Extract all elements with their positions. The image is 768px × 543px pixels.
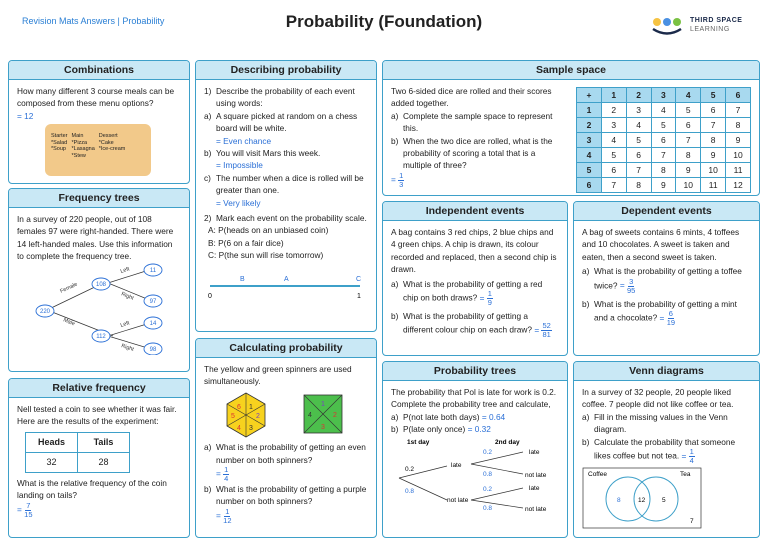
table-header-tails: Tails [78, 432, 130, 452]
tree-prob: 0.8 [483, 504, 493, 512]
tree-day1: 1st day [407, 438, 430, 446]
spinner-number: 3 [249, 424, 253, 432]
combinations-answer: = 12 [17, 110, 34, 121]
venn-intro: In a survey of 32 people, 20 people liked coffee. 7 people did not like coffee or tea. [582, 387, 734, 410]
venn-both: 12 [638, 497, 646, 505]
table-cell: 3 [626, 103, 651, 118]
table-cell: 9 [701, 148, 726, 163]
answer-equals: = [681, 450, 687, 461]
tree-outcome-late: late [451, 461, 462, 469]
table-row [577, 148, 751, 163]
spinner-number: 6 [237, 403, 241, 411]
table-cell: 7 [701, 118, 726, 133]
answer-numerator: 3 [629, 276, 634, 286]
tree-root: 220 [39, 308, 51, 315]
table-row-header: 1 [577, 103, 602, 118]
spinner-number: 5 [231, 412, 235, 420]
relative-frequency-title: Relative frequency [9, 379, 189, 398]
combinations-panel [8, 60, 190, 184]
answer-denominator: 4 [224, 474, 229, 484]
sample-space-a: Complete the sample space to represent this. [403, 110, 553, 134]
tree-fl: 11 [149, 267, 157, 274]
table-cell: 6 [676, 118, 701, 133]
answer-numerator: 1 [487, 289, 492, 299]
probability-scale [204, 268, 368, 304]
venn-diagrams-panel [573, 361, 760, 538]
frequency-tree-diagram [17, 263, 181, 355]
table-row [577, 103, 751, 118]
table-cell: 5 [651, 118, 676, 133]
spinner-number: 2 [333, 411, 337, 419]
table-cell: 8 [676, 148, 701, 163]
answer-equals: = [619, 280, 625, 291]
table-row-header: 2 [577, 118, 602, 133]
tree-right-label: Right [120, 290, 135, 302]
describing-q2: Mark each event on the probability scale. [216, 213, 367, 224]
menu-scroll [45, 124, 151, 176]
dependent-a: What is the probability of getting a toffee twice? [594, 266, 742, 291]
menu-main-heading: Main [71, 133, 84, 140]
relative-frequency-panel [8, 378, 190, 538]
table-cell: 10 [701, 163, 726, 178]
table-cell: 6 [601, 163, 626, 178]
tree-fr: 97 [149, 298, 157, 305]
tree-outcome-late: late [529, 484, 540, 492]
spinner-number: 4 [308, 411, 312, 419]
answer-equals: = [659, 312, 665, 323]
yellow-spinner [227, 393, 265, 437]
table-row [577, 133, 751, 148]
dependent-title: Dependent events [574, 202, 759, 221]
table-column-header: 4 [676, 88, 701, 103]
tree-day2: 2nd day [495, 438, 520, 446]
part-label: b) [204, 484, 212, 495]
spinner-number: 1 [321, 400, 325, 408]
part-label: b) [582, 298, 590, 309]
frequency-trees-question: In a survey of 220 people, out of 108 females 97 were right-handed. There were 14 left-handed males. Use this information to complete the frequency tree. [17, 214, 174, 262]
describing-c: The number when a dice is rolled will be greater than one. [216, 172, 364, 196]
answer-equals: = [479, 292, 485, 303]
table-cell: 8 [626, 178, 651, 193]
frequency-trees-panel [8, 188, 190, 372]
independent-intro: A bag contains 3 red chips, 2 blue chips and 4 green chips. A chip is drawn, its colour recorded and replaced, then a second chip is drawn. [391, 227, 557, 275]
table-row-header: 6 [577, 178, 602, 193]
scale-mark-b: B [240, 275, 245, 283]
menu-item: *Ice-cream [98, 146, 126, 153]
probability-tree-diagram [391, 436, 561, 512]
spinners [204, 388, 368, 438]
scale-one: 1 [357, 292, 361, 300]
table-cell: 4 [626, 118, 651, 133]
calculating-intro: The yellow and green spinners are used simultaneously. [204, 364, 352, 387]
menu-dessert-heading: Dessert [98, 133, 118, 140]
probability-trees-a: P(not late both days) [403, 411, 480, 422]
part-label: b) [391, 424, 399, 435]
table-cell: 11 [726, 163, 751, 178]
describing-a: A square picked at random on a chess board will be white. [216, 110, 358, 134]
tree-right-label: Right [120, 342, 135, 353]
describing-c-answer: = Very likely [216, 197, 261, 208]
answer-denominator: 3 [399, 179, 404, 189]
tree-ml: 14 [149, 320, 157, 327]
venn-title: Venn diagrams [574, 362, 759, 381]
logo-icon [650, 14, 684, 36]
answer-denominator: 4 [689, 456, 694, 466]
table-cell: 9 [651, 178, 676, 193]
dependent-a-answer [619, 276, 636, 295]
table-cell: 6 [651, 133, 676, 148]
logo-line1: THIRD SPACE [690, 17, 743, 24]
table-cell: 9 [726, 133, 751, 148]
describing-b-answer: = Impossible [216, 160, 263, 171]
table-cell: 7 [601, 178, 626, 193]
menu-item: *Stew [71, 152, 86, 159]
answer-denominator: 15 [24, 509, 33, 519]
tree-outcome-late: late [529, 448, 540, 456]
sample-space-panel [382, 60, 760, 196]
scale-zero: 0 [208, 292, 212, 300]
spinner-number: 1 [249, 403, 253, 411]
tree-male: 112 [96, 333, 106, 340]
independent-b: What is the probability of getting a different colour chip on each draw? [403, 311, 532, 336]
table-cell: 5 [676, 103, 701, 118]
tree-outcome-not-late: not late [447, 496, 469, 504]
menu-item: *Soup [51, 146, 66, 153]
tree-female: 108 [95, 281, 107, 288]
venn-only-tea: 5 [662, 497, 666, 505]
table-cell: 8 [701, 133, 726, 148]
answer-equals: = [534, 325, 540, 336]
table-cell: 3 [601, 118, 626, 133]
answer-denominator: 95 [627, 285, 636, 295]
table-cell: 7 [651, 148, 676, 163]
describing-title: Describing probability [196, 61, 376, 80]
independent-events-panel [382, 201, 568, 356]
part-label: a) [391, 278, 399, 289]
calculating-b-answer [204, 508, 368, 525]
probability-trees-b: P(late only once) [403, 424, 466, 435]
part-label: b) [391, 135, 399, 146]
independent-a: What is the probability of getting a red chip on both draws? [403, 278, 543, 303]
table-cell-tails: 28 [78, 452, 130, 472]
answer-denominator: 81 [542, 330, 551, 340]
tree-female-label: Female [59, 281, 79, 295]
spinner-number: 2 [256, 412, 260, 420]
answer-denominator: 12 [223, 515, 232, 525]
answer-numerator: 6 [668, 309, 673, 319]
table-cell: 11 [701, 178, 726, 193]
venn-b-answer [681, 447, 695, 466]
table-row [577, 118, 751, 133]
answer-numerator: 1 [225, 506, 230, 516]
part-label: a) [391, 411, 399, 422]
dependent-intro: A bag of sweets contains 6 mints, 4 toffees and 10 chocolates. A sweet is taken and eaten, then a second sweet is taken. [582, 227, 740, 262]
tree-outcome-not-late: not late [525, 505, 547, 512]
answer-equals: = [391, 174, 396, 185]
part-label: c) [204, 172, 211, 183]
table-cell: 9 [676, 163, 701, 178]
spinner-number: 3 [321, 423, 325, 431]
spinner-number: 4 [237, 424, 241, 432]
probability-trees-intro: The probability that Pol is late for work is 0.2. Complete the probability tree and calculate, [391, 387, 557, 410]
table-cell-heads: 32 [26, 452, 78, 472]
header-subtitle: Revision Mats Answers | Probability [22, 16, 165, 26]
part-label: a) [582, 266, 590, 277]
relative-frequency-answer [17, 502, 181, 519]
table-column-header: 2 [626, 88, 651, 103]
table-cell: 7 [626, 163, 651, 178]
event-c: C: P(the sun will rise tomorrow) [208, 250, 324, 261]
menu-item: *Lasagna [71, 146, 95, 153]
table-cell: 8 [726, 118, 751, 133]
scale-mark-c: C [356, 275, 362, 283]
tree-left-label: Left [119, 319, 131, 329]
sample-space-intro: Two 6-sided dice are rolled and their scores added together. [391, 86, 552, 109]
relative-frequency-intro: Nell tested a coin to see whether it was fair. Here are the results of the experiment: [17, 404, 177, 427]
table-column-header: 1 [601, 88, 626, 103]
menu-item: *Pizza [71, 139, 88, 146]
answer-equals: = [216, 510, 221, 521]
brand-logo[interactable] [650, 14, 742, 36]
scale-mark-a: A [284, 275, 289, 283]
table-row-header: 5 [577, 163, 602, 178]
answer-numerator: 7 [26, 500, 31, 510]
table-cell: 12 [726, 178, 751, 193]
tree-left-label: Left [119, 265, 131, 275]
probability-trees-b-answer: = 0.32 [467, 424, 491, 435]
page-title: Probability (Foundation) [285, 12, 483, 31]
part-label: a) [391, 110, 399, 121]
answer-denominator: 9 [487, 298, 492, 308]
venn-b: Calculate the probability that someone likes coffee but not tea. [594, 436, 736, 461]
sample-space-title: Sample space [383, 61, 759, 80]
question-number: 1) [204, 86, 212, 96]
table-cell: 4 [651, 103, 676, 118]
sample-space-answer [391, 172, 558, 189]
answer-numerator: 52 [542, 321, 551, 331]
tree-male-label: Male [62, 316, 76, 327]
answer-equals: = [17, 504, 22, 515]
table-cell: 5 [601, 148, 626, 163]
calculating-b: What is the probability of getting a purple number on both spinners? [216, 484, 367, 507]
menu-starter-heading: Starter [51, 133, 68, 140]
table-column-header: 5 [701, 88, 726, 103]
sample-space-table [576, 87, 751, 193]
sample-space-b: When the two dice are rolled, what is the probability of scoring a total that is a multiple of three? [403, 135, 553, 171]
frequency-trees-title: Frequency trees [9, 189, 189, 208]
table-cell: 8 [651, 163, 676, 178]
table-row [577, 163, 751, 178]
question-number: 2) [204, 213, 212, 224]
venn-diagram [582, 467, 702, 529]
table-row [577, 178, 751, 193]
results-table [25, 432, 130, 473]
tree-prob: 0.8 [405, 487, 415, 495]
venn-coffee-label: Coffee [588, 471, 608, 479]
probability-trees-title: Probability trees [383, 362, 567, 381]
table-cell: 7 [676, 133, 701, 148]
part-label: a) [204, 110, 212, 121]
independent-title: Independent events [383, 202, 567, 221]
answer-numerator: 1 [689, 447, 694, 457]
part-label: b) [582, 436, 590, 447]
describing-b: You will visit Mars this week. [216, 148, 321, 159]
calculating-a-answer [204, 466, 368, 483]
calculating-title: Calculating probability [196, 339, 376, 358]
table-cell: 7 [726, 103, 751, 118]
answer-numerator: 1 [224, 465, 229, 475]
describing-q1: Describe the probability of each event using words: [216, 86, 355, 109]
venn-a: Fill in the missing values in the Venn diagram. [594, 411, 728, 435]
calculating-a: What is the probability of getting an even number on both spinners? [216, 442, 366, 465]
table-corner: + [577, 88, 602, 103]
probability-trees-panel [382, 361, 568, 538]
independent-a-answer [479, 289, 493, 308]
event-b: B: P(6 on a fair dice) [208, 237, 284, 248]
part-label: b) [391, 311, 399, 322]
tree-outcome-not-late: not late [525, 471, 547, 479]
part-label: b) [204, 148, 212, 159]
tree-prob: 0.8 [483, 470, 493, 478]
answer-numerator: 1 [399, 170, 404, 180]
part-label: a) [204, 442, 212, 453]
tree-mr: 98 [149, 346, 157, 353]
table-cell: 4 [601, 133, 626, 148]
calculating-probability-panel [195, 338, 377, 538]
tree-prob: 0.2 [405, 465, 415, 473]
table-cell: 2 [601, 103, 626, 118]
table-cell: 5 [626, 133, 651, 148]
table-header-heads: Heads [26, 432, 78, 452]
describing-probability-panel [195, 60, 377, 332]
probability-trees-a-answer: = 0.64 [481, 411, 506, 422]
event-a: A: P(heads on an unbiased coin) [208, 225, 329, 236]
logo-line2: LEARNING [690, 26, 730, 33]
dependent-b-answer [659, 309, 676, 328]
dependent-events-panel [573, 201, 760, 356]
independent-b-answer [534, 321, 552, 340]
part-label: a) [582, 411, 590, 422]
table-row-header: 3 [577, 133, 602, 148]
dependent-b: What is the probability of getting a mint and a chocolate? [594, 298, 737, 323]
green-spinner [304, 395, 342, 433]
relative-frequency-question: What is the relative frequency of the coin landing on tails? [17, 477, 167, 501]
table-cell: 6 [701, 103, 726, 118]
tree-prob: 0.2 [483, 448, 493, 456]
table-column-header: 3 [651, 88, 676, 103]
combinations-title: Combinations [9, 61, 189, 80]
combinations-question: How many different 3 course meals can be composed from these menu options? [17, 86, 175, 109]
table-column-header: 6 [726, 88, 751, 103]
table-cell: 6 [626, 148, 651, 163]
table-cell: 10 [676, 178, 701, 193]
venn-outside: 7 [690, 518, 694, 526]
answer-equals: = [216, 468, 221, 479]
menu-item: *Salad [51, 139, 68, 146]
answer-denominator: 19 [666, 318, 676, 328]
venn-tea-label: Tea [680, 471, 691, 479]
menu-item: *Cake [98, 139, 114, 146]
describing-a-answer: = Even chance [216, 135, 272, 146]
venn-only-coffee: 8 [617, 497, 621, 505]
table-row-header: 4 [577, 148, 602, 163]
tree-prob: 0.2 [483, 485, 493, 493]
table-cell: 10 [726, 148, 751, 163]
